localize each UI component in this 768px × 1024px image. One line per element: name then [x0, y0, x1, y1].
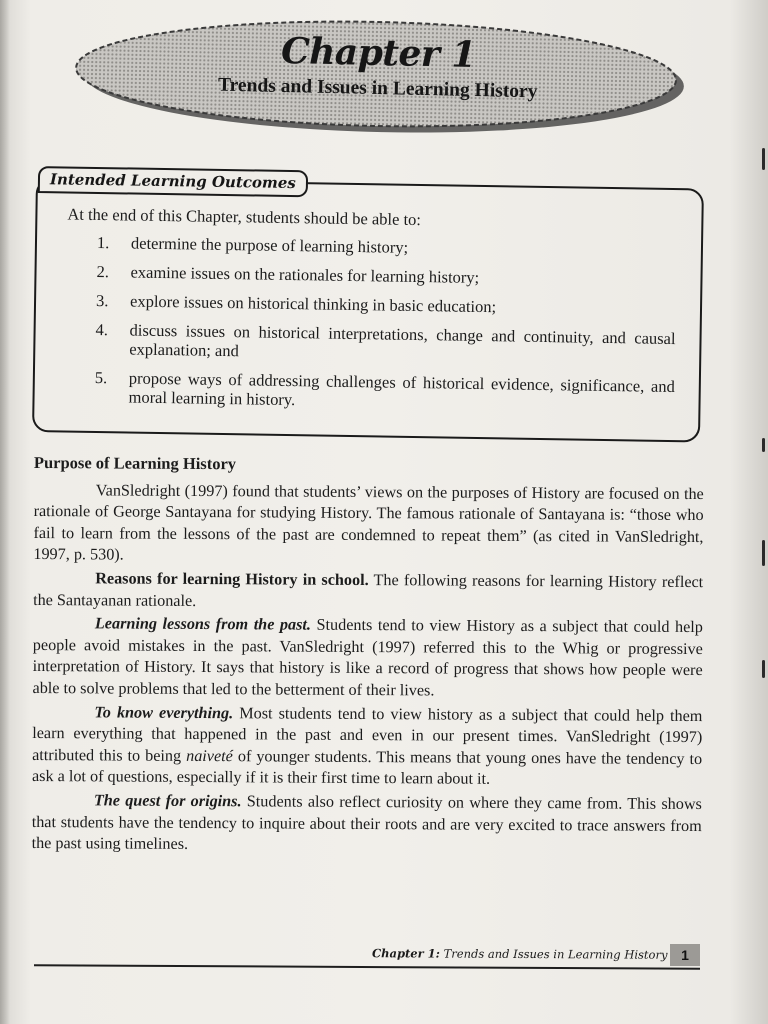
- outcome-item: [96, 291, 676, 319]
- paragraph-body: Students tend to view History as a subject that could help people avoid mistakes in the past. VanSledright (1997) referred this to the Whig or progressive interpretation of History. It says that history is like a record of progress that shows how people were able to solve problems that led to the betterment of their lives.: [32, 615, 703, 700]
- outcome-number: 2.: [96, 261, 110, 282]
- running-footer: [372, 946, 668, 962]
- outcome-text: determine the purpose of learning history;: [130, 233, 409, 257]
- outcome-item: [96, 262, 676, 290]
- learning-outcomes-list: [94, 233, 677, 425]
- chapter-subtitle: Trends and Issues in Learning History: [217, 74, 538, 103]
- margin-mark: [762, 148, 765, 170]
- margin-mark: [762, 540, 765, 566]
- learning-outcomes-label: Intended Learning Outcomes: [38, 166, 308, 197]
- margin-mark: [762, 438, 765, 452]
- outcome-number: 3.: [95, 290, 109, 311]
- page-gutter-shadow: [0, 0, 10, 1024]
- section-heading: Purpose of Learning History: [33, 452, 237, 474]
- outcome-number: 1.: [96, 232, 110, 253]
- outcome-number: 4.: [95, 319, 109, 340]
- outcome-text: discuss issues on historical interpretations, change and continuity, and causal explanation; and: [129, 320, 676, 361]
- outcome-text: explore issues on historical thinking in basic education;: [129, 291, 497, 317]
- paragraph-intro: VanSledright (1997) found that students’ views on the purposes of History are focused on the rationale of George Santayana for studying History. The famous rationale of Santayana is: “those who fail to learn from the lessons of the past are condemned to repeat them” (as cited in VanSledright, 1997, p. 530).: [33, 480, 704, 564]
- paragraph-body: The following reasons for learning History reflect the Santayanan rationale.: [33, 571, 704, 610]
- footer-title: Trends and Issues in Learning History: [443, 946, 668, 962]
- paragraph-lead: Reasons for learning History in school.: [95, 569, 369, 590]
- outcome-item: [94, 368, 675, 415]
- chapter-title: Chapter 1: [280, 29, 477, 77]
- paragraph-know-everything: [32, 702, 703, 792]
- paragraph-lead: Learning lessons from the past.: [94, 614, 312, 634]
- paragraph-reasons: [33, 568, 703, 615]
- footer-rule: [34, 964, 700, 969]
- outcome-item: [97, 233, 677, 261]
- learning-outcomes-box: [32, 170, 704, 442]
- paragraph-lead: To know everything.: [94, 702, 234, 722]
- outcome-text: examine issues on the rationales for learning history;: [130, 262, 480, 287]
- chapter-banner: [65, 11, 691, 142]
- outcome-number: 5.: [94, 367, 108, 388]
- paragraph-lessons: [32, 613, 703, 703]
- paragraph-italic-term: naiveté: [186, 746, 233, 765]
- paragraph-body: Students also reflect curiosity on where they came from. This shows that students have the tendency to inquire about their roots and are very excited to trace answers from the past using timelines.: [31, 792, 702, 854]
- paragraph-body: of younger students. This means that young ones have the tendency to ask a lot of questions, especially if it is their first time to learn about it.: [31, 746, 703, 789]
- learning-outcomes-intro: At the end of this Chapter, students should be able to:: [67, 204, 422, 230]
- paragraph-origins: [32, 790, 702, 859]
- outcome-text: propose ways of addressing challenges of historical evidence, significance, and moral learning in history.: [128, 368, 675, 410]
- margin-mark: [762, 660, 765, 678]
- paragraph-lead: The quest for origins.: [93, 791, 242, 811]
- outcome-item: [95, 320, 676, 367]
- footer-chapter-label: Chapter 1:: [371, 946, 440, 961]
- page-number: 1: [670, 944, 700, 966]
- section-content: [32, 452, 704, 861]
- paragraph-body: Most students tend to view history as a subject that could help them learn everything that happened in the past and even in our present times. VanSledright (1997) attributed this to being: [32, 703, 703, 765]
